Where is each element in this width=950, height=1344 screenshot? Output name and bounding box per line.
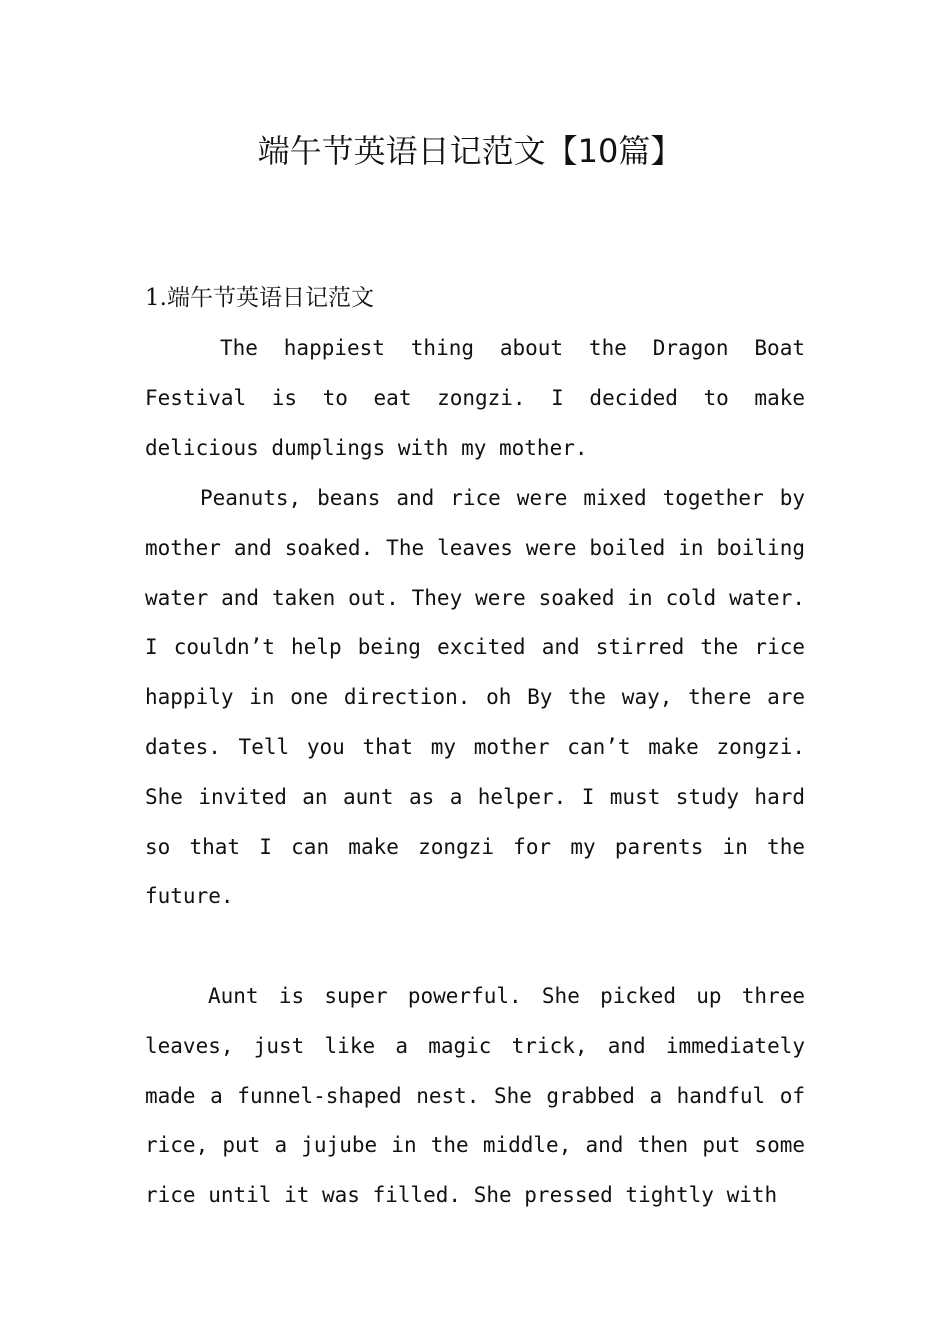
paragraph-2: Peanuts, beans and rice were mixed together by mother and soaked. The leaves were boiled in boiling water and taken out. They were soaked in cold water. I couldn’t help being excited and stirred the rice happily in one direction. oh By the way, there are dates. Tell you that my mother can’t make zongzi. She invited an aunt as a helper. I must study hard so that I can make zongzi for my parents in the future. [145, 486, 805, 909]
section-heading: 1.端午节英语日记范文 [145, 285, 374, 311]
paragraph-1: The happiest thing about the Dragon Boat Festival is to eat zongzi. I decided to make delicious dumplings with my mother. [145, 336, 805, 460]
paragraph-3: Aunt is super powerful. She picked up three leaves, just like a magic trick, and immediately made a funnel-shaped nest. She grabbed a handful of rice, put a jujube in the middle, and then put some rice until it was filled. She pressed tightly with [145, 984, 805, 1208]
document-title: 端午节英语日记范文【10篇】 [257, 132, 683, 170]
